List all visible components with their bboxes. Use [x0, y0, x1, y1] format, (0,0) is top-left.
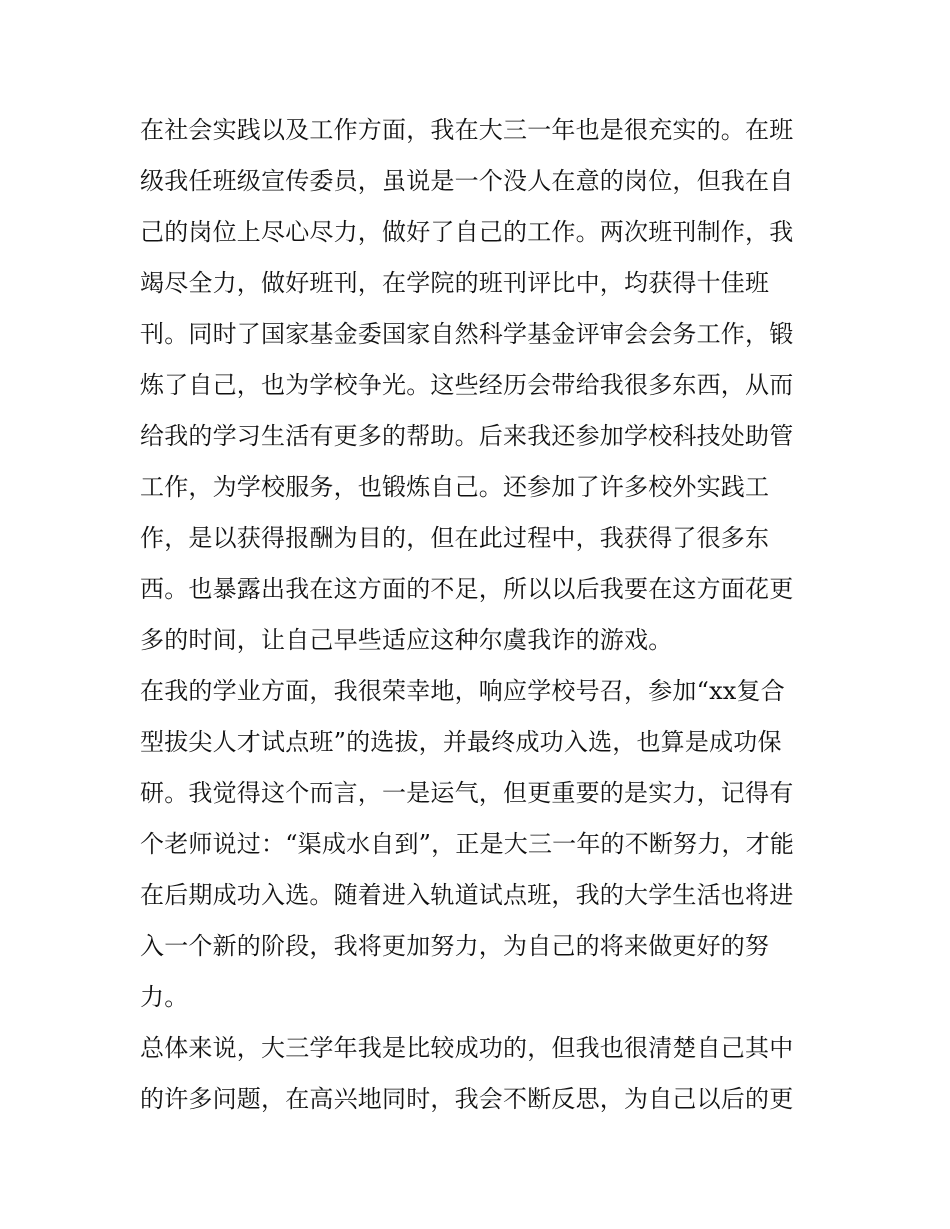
- paragraph-1-line-9: 作，是以获得报酬为目的，但在此过程中，我获得了很多东: [140, 524, 770, 552]
- paragraph-1-line-4: 竭尽全力，做好班刊，在学院的班刊评比中，均获得十佳班: [140, 269, 770, 297]
- paragraph-2-line-5: 在后期成功入选。随着进入轨道试点班，我的大学生活也将进: [140, 881, 794, 909]
- paragraph-2-line-1: 在我的学业方面，我很荣幸地，响应学校号召，参加“xx复合: [140, 677, 785, 705]
- paragraph-1-line-10: 西。也暴露出我在这方面的不足，所以以后我要在这方面花更: [140, 575, 794, 603]
- paragraph-3-line-1: 总体来说，大三学年我是比较成功的，但我也很清楚自己其中: [140, 1034, 794, 1062]
- paragraph-1-line-6: 炼了自己，也为学校争光。这些经历会带给我很多东西，从而: [140, 371, 794, 399]
- paragraph-1-line-1: 在社会实践以及工作方面，我在大三一年也是很充实的。在班: [140, 116, 794, 144]
- paragraph-2-line-7: 力。: [140, 983, 189, 1011]
- paragraph-2-line-4: 个老师说过：“渠成水自到”，正是大三一年的不断努力，才能: [140, 830, 795, 858]
- paragraph-1-line-11: 多的时间，让自己早些适应这种尔虞我诈的游戏。: [140, 626, 673, 654]
- paragraph-1-line-8: 工作，为学校服务，也锻炼自己。还参加了许多校外实践工: [140, 473, 770, 501]
- paragraph-2-line-6: 入一个新的阶段，我将更加努力，为自己的将来做更好的努: [140, 932, 770, 960]
- paragraph-1-line-3: 己的岗位上尽心尽力，做好了自己的工作。两次班刊制作，我: [140, 218, 794, 246]
- paragraph-2-line-3: 研。我觉得这个而言，一是运气，但更重要的是实力，记得有: [140, 779, 794, 807]
- paragraph-1-line-7: 给我的学习生活有更多的帮助。后来我还参加学校科技处助管: [140, 422, 794, 450]
- paragraph-2-line-2: 型拔尖人才试点班”的选拔，并最终成功入选，也算是成功保: [140, 728, 782, 756]
- paragraph-1-line-5: 刊。同时了国家基金委国家自然科学基金评审会会务工作，锻: [140, 320, 794, 348]
- paragraph-1-line-2: 级我任班级宣传委员，虽说是一个没人在意的岗位，但我在自: [140, 167, 794, 195]
- paragraph-3-line-2: 的许多问题，在高兴地同时，我会不断反思，为自己以后的更: [140, 1085, 794, 1113]
